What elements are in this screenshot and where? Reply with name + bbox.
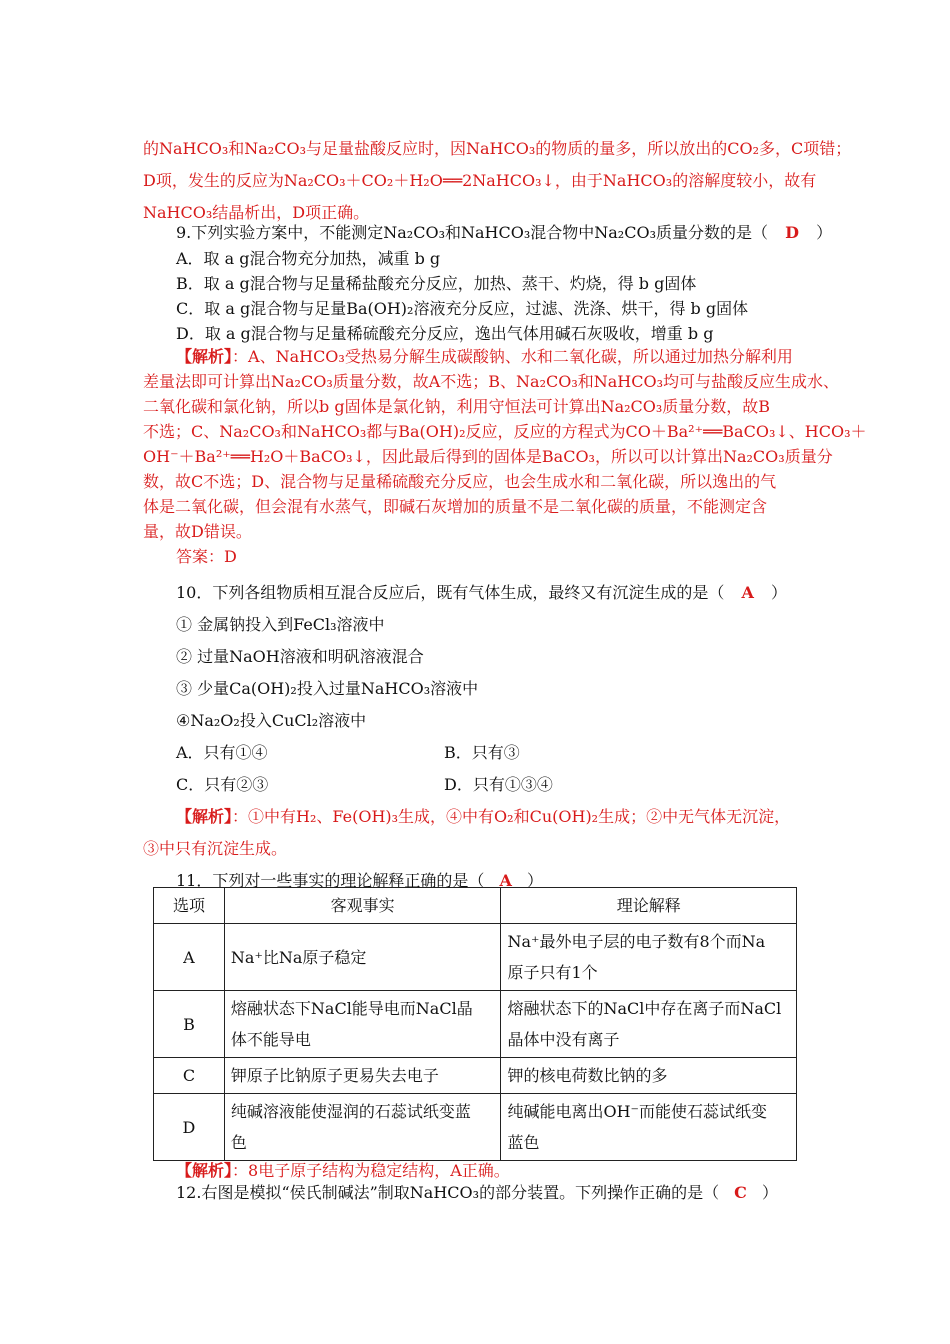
q10-item-2: ② 过量NaOH溶液和明矾溶液混合 xyxy=(176,647,424,666)
q9-option-d: D．取 a g混合物与足量稀硫酸充分反应，逸出气体用碱石灰吸收，增重 b g xyxy=(176,324,714,343)
cell-line: 晶体中没有离子 xyxy=(507,1030,620,1049)
q9-stem xyxy=(176,222,832,244)
cell-line: 蓝色 xyxy=(507,1133,540,1152)
q12-stem-text: 12.右图是模拟“侯氏制碱法”制取NaHCO₃的部分装置。下列操作正确的是（ xyxy=(176,1183,720,1202)
table-header-row xyxy=(154,888,797,924)
q8-analysis-line-1: 的NaHCO₃和Na₂CO₃与足量盐酸反应时，因NaHCO₃的物质的量多，所以放出的CO₂多，C项错； xyxy=(143,139,852,158)
q9-final-answer: 答案：D xyxy=(176,547,237,566)
table-cell-option: B xyxy=(154,991,225,1058)
q9-analysis-line-4: 不选；C、Na₂CO₃和NaHCO₃都与Ba(OH)₂反应，反应的方程式为CO＋Ba²⁺══BaCO₃↓、HCO₃＋ xyxy=(143,422,867,441)
q9-analysis-line-1 xyxy=(176,346,793,368)
table-header-reason: 理论解释 xyxy=(501,888,797,924)
cell-line: 钾的核电荷数比钠的多 xyxy=(507,1066,668,1085)
table-cell-reason xyxy=(501,991,797,1058)
table-cell-option: D xyxy=(154,1094,225,1161)
q10-analysis-line-1 xyxy=(176,806,790,828)
q9-analysis-line-3: 二氧化碳和氯化钠，所以b g固体是氯化钠，利用守恒法可计算出Na₂CO₃质量分数，故B xyxy=(143,397,771,416)
q9-analysis-line-6: 数，故C不选；D、混合物与足量稀硫酸充分反应，也会生成水和二氧化碳，所以逸出的气 xyxy=(143,472,777,491)
table-cell-fact xyxy=(224,1058,501,1094)
q10-answer: A xyxy=(741,583,754,602)
q11-table xyxy=(153,887,797,1161)
q10-analysis-text-1: ：①中有H₂、Fe(OH)₃生成，④中有O₂和Cu(OH)₂生成；②中无气体无沉淀， xyxy=(232,807,791,826)
q10-option-b: B．只有③ xyxy=(444,743,520,762)
table-cell-fact xyxy=(224,924,501,991)
q9-option-b: B．取 a g混合物与足量稀盐酸充分反应，加热、蒸干、灼烧，得 b g固体 xyxy=(176,274,697,293)
cell-line: Na⁺最外电子层的电子数有8个而Na xyxy=(507,932,766,951)
q11-analysis xyxy=(176,1160,510,1182)
cell-line: 体不能导电 xyxy=(230,1030,311,1049)
q9-analysis-line-2: 差量法即可计算出Na₂CO₃质量分数，故A不选；B、Na₂CO₃和NaHCO₃均可与盐酸反应生成水、 xyxy=(143,372,840,391)
q10-option-a: A．只有①④ xyxy=(176,743,268,762)
q10-item-1: ① 金属钠投入到FeCl₃溶液中 xyxy=(176,615,385,634)
q11-stem-close: ） xyxy=(526,871,543,890)
cell-line: 熔融状态下的NaCl中存在离子而NaCl xyxy=(507,999,782,1018)
q11-analysis-tag: 【解析】 xyxy=(176,1161,233,1180)
q11-answer: A xyxy=(499,871,512,890)
q11-stem-text: 11．下列对一些事实的理论解释正确的是（ xyxy=(176,871,485,890)
table-cell-reason xyxy=(501,1058,797,1094)
cell-line: 熔融状态下NaCl能导电而NaCl晶 xyxy=(230,999,473,1018)
q9-stem-close: ） xyxy=(816,223,833,242)
q9-analysis-tag: 【解析】 xyxy=(176,347,233,366)
table-row xyxy=(154,991,797,1058)
cell-line: 钾原子比钠原子更易失去电子 xyxy=(230,1066,439,1085)
q10-item-3: ③ 少量Ca(OH)₂投入过量NaHCO₃溶液中 xyxy=(176,679,479,698)
q10-option-d: D．只有①③④ xyxy=(444,775,553,794)
q9-option-a: A．取 a g混合物充分加热，减重 b g xyxy=(176,249,441,268)
cell-line: Na⁺比Na原子稳定 xyxy=(230,947,367,967)
q11-analysis-text: ：8电子原子结构为稳定结构，A正确。 xyxy=(232,1161,510,1180)
q8-analysis-line-3: NaHCO₃结晶析出，D项正确。 xyxy=(143,203,370,222)
table-header-option: 选项 xyxy=(154,888,225,924)
q10-item-4: ④Na₂O₂投入CuCl₂溶液中 xyxy=(176,711,367,730)
q9-analysis-line-5: OH⁻＋Ba²⁺══H₂O＋BaCO₃↓，因此最后得到的固体是BaCO₃，所以可以计算出Na₂CO₃质量分 xyxy=(143,447,833,466)
table-cell-fact xyxy=(224,1094,501,1161)
q9-analysis-line-7: 体是二氧化碳，但会混有水蒸气，即碱石灰增加的质量不是二氧化碳的质量，不能测定含 xyxy=(143,497,768,516)
q9-option-c: C．取 a g混合物与足量Ba(OH)₂溶液充分反应，过滤、洗涤、烘干，得 b g固体 xyxy=(176,299,749,318)
table-row xyxy=(154,924,797,991)
table-header-fact: 客观事实 xyxy=(224,888,501,924)
q9-analysis-text-1: ：A、NaHCO₃受热易分解生成碳酸钠、水和二氧化碳，所以通过加热分解利用 xyxy=(232,347,793,366)
q8-analysis-line-2: D项，发生的反应为Na₂CO₃＋CO₂＋H₂O══2NaHCO₃↓，由于NaHCO₃的溶解度较小，故有 xyxy=(143,171,817,190)
table-row xyxy=(154,1058,797,1094)
q12-stem-close: ） xyxy=(762,1183,779,1202)
table-cell-option: C xyxy=(154,1058,225,1094)
cell-line: 色 xyxy=(230,1133,247,1152)
q9-answer: D xyxy=(785,223,799,242)
cell-line: 纯碱能电离出OH⁻而能使石蕊试纸变 xyxy=(507,1102,767,1121)
cell-line: 纯碱溶液能使湿润的石蕊试纸变蓝 xyxy=(230,1102,471,1121)
table-cell-reason xyxy=(501,1094,797,1161)
table-cell-option: A xyxy=(154,924,225,991)
q9-stem-text: 9.下列实验方案中，不能测定Na₂CO₃和NaHCO₃混合物中Na₂CO₃质量分数的是（ xyxy=(176,223,768,242)
q10-analysis-tag: 【解析】 xyxy=(176,807,233,826)
q12-stem xyxy=(176,1182,778,1204)
q10-analysis-line-2: ③中只有沉淀生成。 xyxy=(143,839,288,858)
q10-stem xyxy=(176,582,787,604)
q12-answer: C xyxy=(734,1183,747,1202)
q9-analysis-line-8: 量，故D错误。 xyxy=(143,522,252,541)
table-cell-reason xyxy=(501,924,797,991)
q10-stem-text: 10．下列各组物质相互混合反应后，既有气体生成，最终又有沉淀生成的是（ xyxy=(176,583,725,602)
table-row xyxy=(154,1094,797,1161)
cell-line: 原子只有1个 xyxy=(507,963,598,982)
q10-option-c: C．只有②③ xyxy=(176,775,269,794)
table-cell-fact xyxy=(224,991,501,1058)
q10-stem-close: ） xyxy=(770,583,787,602)
